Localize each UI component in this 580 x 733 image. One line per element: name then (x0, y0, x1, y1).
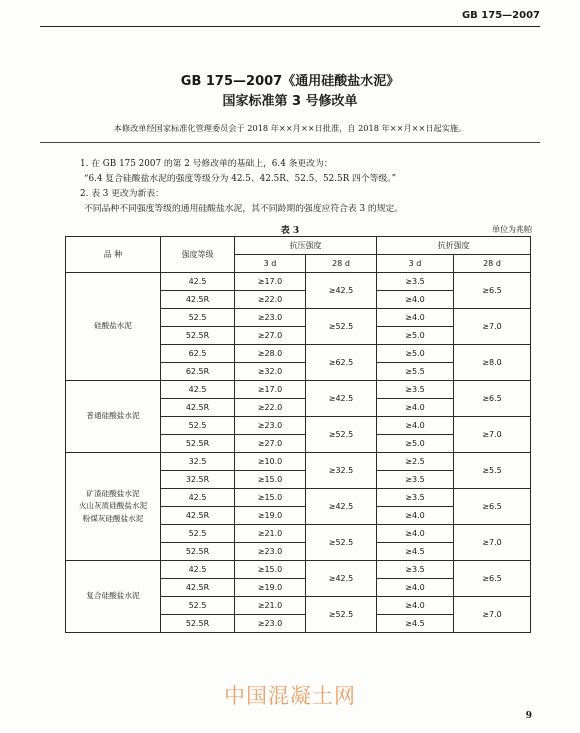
document-title: GB 175—2007《通用硅酸盐水泥》 (180, 74, 400, 89)
flexural-3d: ≥4.0 (377, 597, 454, 615)
strength-grade: 62.5R (161, 363, 235, 381)
flexural-3d: ≥5.0 (377, 345, 454, 363)
table-caption: 表 3 (280, 226, 300, 236)
compressive-28d: ≥52.5 (306, 525, 377, 561)
compressive-28d: ≥52.5 (306, 597, 377, 633)
strength-grade: 42.5 (161, 561, 235, 579)
cement-variety: 复合硅酸盐水泥 (66, 561, 161, 633)
flexural-3d: ≥4.0 (377, 417, 454, 435)
strength-grade: 52.5 (161, 417, 235, 435)
compressive-3d: ≥23.0 (235, 417, 306, 435)
compressive-3d: ≥21.0 (235, 525, 306, 543)
compressive-28d: ≥42.5 (306, 561, 377, 597)
flexural-28d: ≥7.0 (454, 417, 531, 453)
strength-grade: 42.5R (161, 291, 235, 309)
strength-grade: 52.5 (161, 309, 235, 327)
compressive-3d: ≥23.0 (235, 309, 306, 327)
compressive-28d: ≥42.5 (306, 381, 377, 417)
flexural-3d: ≥3.5 (377, 471, 454, 489)
compressive-3d: ≥15.0 (235, 561, 306, 579)
strength-grade: 32.5 (161, 453, 235, 471)
cement-variety: 硅酸盐水泥 (66, 273, 161, 381)
compressive-3d: ≥32.0 (235, 363, 306, 381)
cement-variety: 矿渣硅酸盐水泥 火山灰质硅酸盐水泥 粉煤灰硅酸盐水泥 (66, 453, 161, 561)
header-compressive-3d: 3 d (235, 255, 306, 273)
strength-grade: 42.5 (161, 381, 235, 399)
cement-variety: 普通硅酸盐水泥 (66, 381, 161, 453)
header-variety: 品 种 (66, 237, 161, 273)
header-flexural-3d: 3 d (377, 255, 454, 273)
compressive-3d: ≥19.0 (235, 579, 306, 597)
amendment-item-1-text: “6.4 复合硅酸盐水泥的强度等级分为 42.5、42.5R、52.5、52.5R 四个等级。” (84, 174, 397, 184)
table-unit: 单位为兆帕 (492, 225, 532, 234)
flexural-28d: ≥5.5 (454, 453, 531, 489)
page-number: 9 (525, 711, 532, 721)
flexural-28d: ≥6.5 (454, 273, 531, 309)
flexural-3d: ≥2.5 (377, 453, 454, 471)
flexural-3d: ≥4.5 (377, 543, 454, 561)
compressive-3d: ≥23.0 (235, 543, 306, 561)
strength-grade: 42.5R (161, 579, 235, 597)
strength-grade: 52.5R (161, 327, 235, 345)
flexural-3d: ≥3.5 (377, 561, 454, 579)
flexural-28d: ≥7.0 (454, 597, 531, 633)
flexural-3d: ≥4.0 (377, 399, 454, 417)
compressive-3d: ≥15.0 (235, 471, 306, 489)
flexural-3d: ≥5.0 (377, 435, 454, 453)
compressive-3d: ≥17.0 (235, 381, 306, 399)
flexural-3d: ≥5.5 (377, 363, 454, 381)
strength-grade: 52.5 (161, 597, 235, 615)
compressive-3d: ≥19.0 (235, 507, 306, 525)
strength-grade: 42.5 (161, 273, 235, 291)
flexural-3d: ≥4.5 (377, 615, 454, 633)
flexural-28d: ≥7.0 (454, 525, 531, 561)
flexural-3d: ≥4.0 (377, 525, 454, 543)
flexural-3d: ≥4.0 (377, 579, 454, 597)
flexural-28d: ≥8.0 (454, 345, 531, 381)
amendment-item-1: 1. 在 GB 175 2007 的第 2 号修改单的基础上，6.4 条更改为： (80, 159, 333, 169)
flexural-28d: ≥6.5 (454, 381, 531, 417)
compressive-28d: ≥52.5 (306, 309, 377, 345)
document-subtitle: 国家标准第 3 号修改单 (222, 94, 358, 109)
header-rule (40, 26, 540, 27)
header-grade: 强度等级 (161, 237, 235, 273)
compressive-3d: ≥10.0 (235, 453, 306, 471)
compressive-3d: ≥22.0 (235, 291, 306, 309)
strength-grade: 42.5R (161, 507, 235, 525)
flexural-28d: ≥7.0 (454, 309, 531, 345)
compressive-28d: ≥32.5 (306, 453, 377, 489)
approval-statement: 本修改单经国家标准化管理委员会于 2018 年××月××日批准，自 2018 年××月××日起实施。 (113, 123, 467, 133)
header-compressive: 抗压强度 (235, 237, 377, 255)
strength-grade: 52.5R (161, 615, 235, 633)
compressive-3d: ≥23.0 (235, 615, 306, 633)
header-flexural-28d: 28 d (454, 255, 531, 273)
compressive-28d: ≥42.5 (306, 273, 377, 309)
table-row (66, 273, 531, 291)
compressive-28d: ≥52.5 (306, 417, 377, 453)
header-compressive-28d: 28 d (306, 255, 377, 273)
table-row (66, 561, 531, 579)
compressive-3d: ≥17.0 (235, 273, 306, 291)
compressive-3d: ≥27.0 (235, 327, 306, 345)
strength-grade: 42.5R (161, 399, 235, 417)
header-standard-code: GB 175—2007 (461, 10, 540, 21)
flexural-28d: ≥6.5 (454, 561, 531, 597)
flexural-3d: ≥4.0 (377, 507, 454, 525)
flexural-3d: ≥4.0 (377, 291, 454, 309)
amendment-item-2: 2. 表 3 更改为新表： (80, 189, 164, 199)
section-rule (40, 142, 540, 143)
amendment-item-2-text: 不同品种不同强度等级的通用硅酸盐水泥，其不同龄期的强度应符合表 3 的规定。 (84, 204, 404, 214)
strength-grade: 42.5 (161, 489, 235, 507)
flexural-3d: ≥3.5 (377, 489, 454, 507)
table-row (66, 453, 531, 471)
flexural-3d: ≥3.5 (377, 273, 454, 291)
compressive-28d: ≥62.5 (306, 345, 377, 381)
compressive-3d: ≥28.0 (235, 345, 306, 363)
strength-grade: 52.5R (161, 435, 235, 453)
strength-grade: 52.5R (161, 543, 235, 561)
table-row (66, 381, 531, 399)
flexural-3d: ≥5.0 (377, 327, 454, 345)
strength-table (65, 236, 531, 633)
strength-grade: 32.5R (161, 471, 235, 489)
strength-grade: 52.5 (161, 525, 235, 543)
compressive-28d: ≥42.5 (306, 489, 377, 525)
flexural-3d: ≥3.5 (377, 381, 454, 399)
compressive-3d: ≥15.0 (235, 489, 306, 507)
flexural-3d: ≥4.0 (377, 309, 454, 327)
compressive-3d: ≥22.0 (235, 399, 306, 417)
watermark-text: 中国混凝土网 (224, 684, 356, 708)
compressive-3d: ≥21.0 (235, 597, 306, 615)
flexural-28d: ≥6.5 (454, 489, 531, 525)
compressive-3d: ≥27.0 (235, 435, 306, 453)
strength-grade: 62.5 (161, 345, 235, 363)
header-flexural: 抗折强度 (377, 237, 531, 255)
